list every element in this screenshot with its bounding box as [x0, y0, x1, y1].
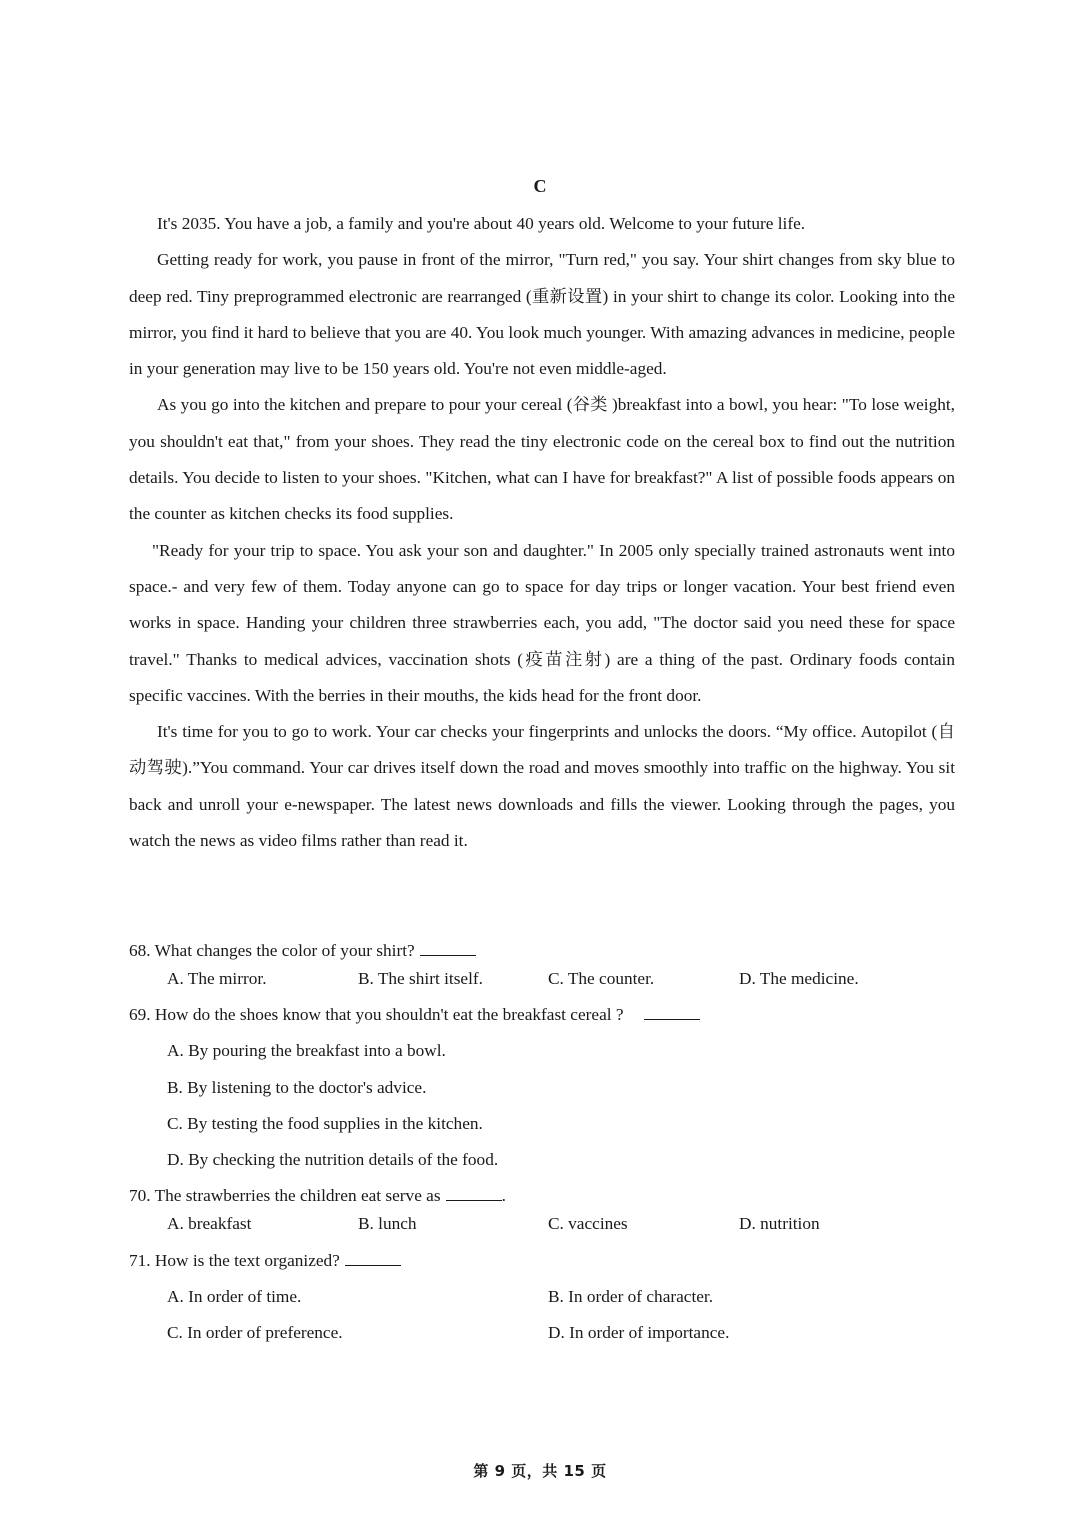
option-c: C. vaccines: [548, 1214, 628, 1233]
option-c: C. By testing the food supplies in the kitchen.: [167, 1114, 483, 1133]
passage-paragraph: It's time for you to go to work. Your car checks your fingerprints and unlocks the doors. “My office. Autopilot (自动驾驶).”You command. Your car drives itself down the road and moves smoothly into traffic on the highway. You sit back and unroll your e-newspaper. The latest news downloads and fills the viewer. Looking through the pages, you watch the news as video films rather than read it.: [129, 722, 955, 851]
option-d: D. nutrition: [739, 1214, 820, 1233]
passage-paragraph: As you go into the kitchen and prepare to pour your cereal (谷类 )breakfast into a bowl, you hear: "To lose weight, you shouldn't eat that," from your shoes. They read the tiny electronic code on the cereal box to find out the nutrition details. You decide to listen to your shoes. "Kitchen, what can I have for breakfast?" A list of possible foods appears on the counter as kitchen checks its food supplies.: [129, 395, 955, 524]
passage-paragraph: "Ready for your trip to space. You ask your son and daughter." In 2005 only specially trained astronauts went into space.- and very few of them. Today anyone can go to space for day trips or longer vacation. Your best friend even works in space. Handing your children three strawberries each, you add, "The doctor said you need these for space travel." Thanks to medical advices, vaccination shots (疫苗注射) are a thing of the past. Ordinary foods contain specific vaccines. With the berries in their mouths, the kids head for the front door.: [129, 540, 955, 705]
option-a: A. In order of time.: [167, 1287, 302, 1306]
option-d: D. The medicine.: [739, 969, 859, 988]
question-stem: 69. How do the shoes know that you shouldn't eat the breakfast cereal ?: [129, 1005, 624, 1024]
section-heading: C: [533, 176, 547, 196]
option-d: D. By checking the nutrition details of the food.: [167, 1150, 499, 1169]
option-c: C. The counter.: [548, 969, 655, 988]
option-b: B. In order of character.: [548, 1287, 714, 1306]
option-a: A. The mirror.: [167, 969, 267, 988]
passage-paragraph: It's 2035. You have a job, a family and you're about 40 years old. Welcome to your future life.: [157, 214, 806, 233]
answer-blank: [446, 1186, 502, 1201]
option-a: A. By pouring the breakfast into a bowl.: [167, 1041, 446, 1060]
question-stem-end: .: [501, 1186, 506, 1205]
option-d: D. In order of importance.: [548, 1323, 730, 1342]
option-c: C. In order of preference.: [167, 1323, 343, 1342]
answer-blank: [420, 941, 476, 956]
answer-blank: [644, 1005, 700, 1020]
option-b: B. The shirt itself.: [358, 969, 483, 988]
question-stem: 70. The strawberries the children eat serve as: [129, 1186, 441, 1205]
question-stem: 71. How is the text organized?: [129, 1251, 340, 1270]
passage-paragraph: Getting ready for work, you pause in front of the mirror, "Turn red," you say. Your shirt changes from sky blue to deep red. Tiny preprogrammed electronic are rearranged (重新设置) in your shirt to change its color. Looking into the mirror, you find it hard to believe that you are 40. You look much younger. With amazing advances in medicine, people in your generation may live to be 150 years old. You're not even middle-aged.: [129, 250, 955, 379]
reading-passage: [129, 206, 955, 859]
question-71: [129, 1247, 401, 1275]
option-b: B. lunch: [358, 1214, 417, 1233]
question-69: [129, 1001, 700, 1029]
option-a: A. breakfast: [167, 1214, 252, 1233]
question-68: [129, 937, 476, 965]
question-stem: 68. What changes the color of your shirt?: [129, 941, 415, 960]
answer-blank: [345, 1251, 401, 1266]
page-footer: 第 9 页，共 15 页: [473, 1462, 607, 1480]
question-70: [129, 1182, 506, 1210]
option-b: B. By listening to the doctor's advice.: [167, 1078, 427, 1097]
